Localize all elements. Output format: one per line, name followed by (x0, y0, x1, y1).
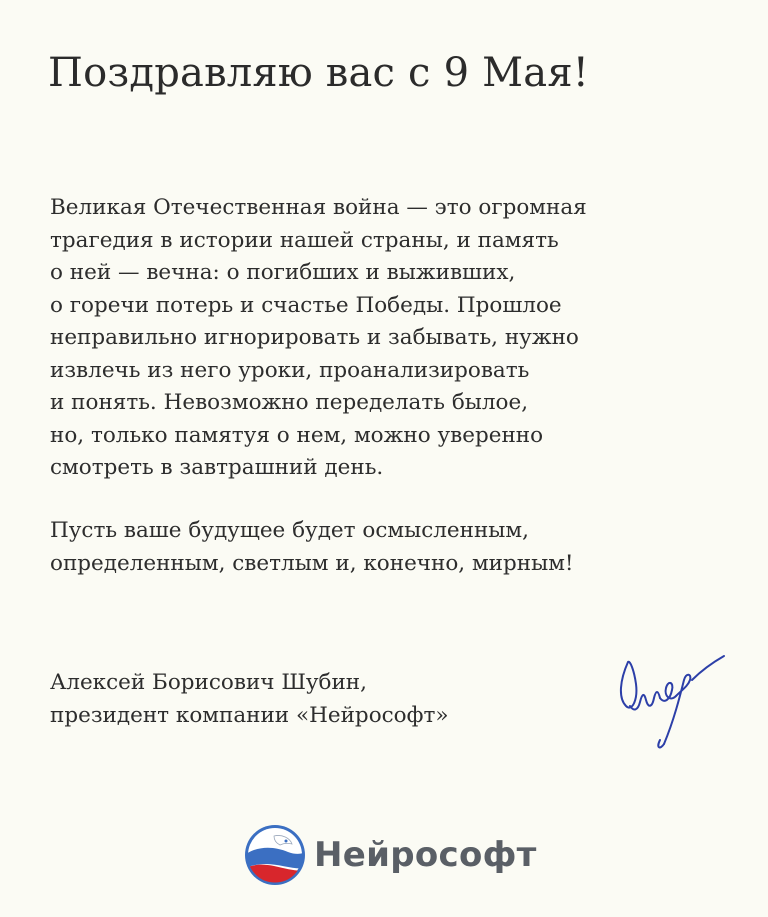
paragraph-line: Великая Отечественная война — это огромная (50, 195, 587, 220)
paragraph-line: трагедия в истории нашей страны, и память (50, 227, 559, 253)
neurosoft-logo-icon (244, 824, 306, 886)
paragraph-line: определенным, светлым и, конечно, мирным! (50, 550, 574, 576)
paragraph-main (50, 192, 587, 485)
author-name: Алексей Борисович Шубин, (50, 670, 367, 695)
logo-text: Нейрософт (314, 835, 537, 875)
page-title: Поздравляю вас с 9 Мая! (48, 50, 590, 96)
handwritten-signature-icon (608, 640, 738, 760)
paragraph-line: но, только памятуя о нем, можно уверенно (50, 422, 544, 448)
author-block (50, 667, 449, 732)
company-logo (244, 822, 537, 888)
paragraph-line: и понять. Невозможно переделать былое, (50, 390, 529, 415)
paragraph-line: неправильно игнорировать и забывать, нужно (50, 325, 579, 350)
paragraph-wish (50, 515, 574, 580)
paragraph-line: смотреть в завтрашний день. (50, 455, 384, 480)
paragraph-line: извлечь из него уроки, проанализировать (50, 357, 530, 383)
paragraph-line: о ней — вечна: о погибших и выживших, (50, 260, 516, 285)
paragraph-line: Пусть ваше будущее будет осмысленным, (50, 518, 529, 543)
paragraph-line: о горечи потерь и счастье Победы. Прошлое (50, 292, 562, 318)
author-position: президент компании «Нейрософт» (50, 702, 449, 728)
